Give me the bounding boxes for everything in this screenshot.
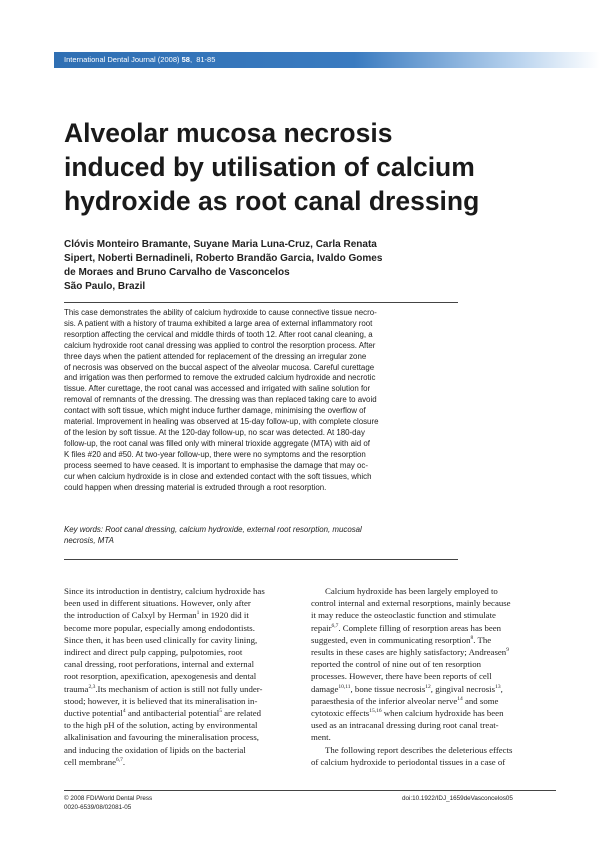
citation-superscript: 12 — [425, 683, 431, 690]
body-text: The following report describes the deleterious effects — [325, 744, 513, 755]
body-text: been used in different situations. However, only after — [64, 598, 251, 609]
body-line — [64, 646, 298, 658]
body-line — [64, 622, 298, 634]
title-line: induced by utilisation of calcium — [64, 152, 475, 182]
body-text: processes. However, there have been reports of cell — [311, 671, 492, 682]
abstract-bottom-divider — [64, 559, 458, 560]
body-text: . The — [473, 634, 492, 645]
body-text: . Complete filling of resorption areas has been — [338, 622, 502, 633]
author-list — [64, 238, 464, 294]
issn: 0020-6539/08/02081-05 — [64, 804, 132, 811]
body-text: alkalinisation and favouring the mineralisation process, — [64, 732, 259, 743]
body-line — [64, 744, 298, 756]
body-text: and some — [462, 695, 499, 706]
abstract-line: could happen when dressing material is extruded through a root resorption. — [64, 482, 327, 492]
body-text: cytotoxic effects — [311, 708, 370, 719]
author-line: Clóvis Monteiro Bramante, Suyane Maria Luna-Cruz, Carla Renata — [64, 239, 377, 250]
body-text: Since then, it has been used clinically for cavity lining, — [64, 634, 258, 645]
body-text: ment. — [311, 732, 331, 743]
body-line — [311, 622, 545, 634]
keywords-line: necrosis, MTA — [64, 535, 114, 545]
keywords — [64, 525, 458, 547]
body-text: repair — [311, 622, 332, 633]
body-line — [64, 658, 298, 670]
copyright: © 2008 FDI/World Dental Press — [64, 795, 153, 802]
body-text: when calcium hydroxide has been — [381, 708, 504, 719]
body-text: in 1920 did it — [199, 610, 249, 621]
body-text: the introduction of Calxyl by Herman — [64, 610, 197, 621]
abstract-line: tissue. After curettage, the root canal was accessed and irrigated with saline solution for — [64, 384, 371, 394]
body-line — [311, 585, 545, 597]
abstract-line: and irrigation was then performed to remove the extruded calcium hydroxide and necrotic — [64, 373, 376, 383]
abstract-line: cur when calcium hydroxide is in close and extended contact with the soft tissues, which — [64, 471, 372, 481]
abstract-line: three days when the patient attended for replacement of the dressing an irregular zone — [64, 351, 367, 361]
body-text: Since its introduction in dentistry, calcium hydroxide has — [64, 586, 265, 596]
body-text: results in these cases are highly satisfactory; Andreasen — [311, 647, 507, 658]
abstract-line: process seemed to have ceased. It is important to emphasise the damage that may oc- — [64, 460, 368, 470]
citation-superscript: 6,7 — [331, 622, 339, 629]
footer-divider — [64, 790, 556, 791]
body-line — [311, 670, 545, 682]
body-text: it may reduce the osteoclastic function and stimulate — [311, 610, 496, 621]
abstract-line: removal of remnants of the dressing. The dressing was than replaced taking care to avoid — [64, 395, 377, 405]
citation-superscript: 2,3 — [88, 683, 96, 690]
citation-superscript: 1 — [196, 610, 200, 617]
journal-citation: International Dental Journal (2008) 58, 81-85 — [64, 55, 216, 64]
footer-publisher — [64, 794, 152, 812]
body-line — [64, 719, 298, 731]
body-text: paraesthesia of the inferior alveolar nerve — [311, 695, 458, 706]
body-line — [311, 744, 545, 756]
body-line — [64, 597, 298, 609]
body-text: indirect and direct pulp capping, pulpotomies, root — [64, 647, 243, 658]
body-line — [311, 707, 545, 719]
body-line — [64, 683, 298, 695]
body-text: used as an intracanal dressing during root canal treat- — [311, 720, 499, 731]
abstract-line: This case demonstrates the ability of calcium hydroxide to cause connective tissue necro- — [64, 308, 377, 317]
body-line — [64, 756, 298, 768]
body-text: damage — [311, 683, 339, 694]
body-line — [311, 719, 545, 731]
citation-superscript: 13 — [495, 683, 501, 690]
body-text: reported the control of nine out of ten resorption — [311, 659, 482, 670]
citation-superscript: 8 — [470, 634, 474, 641]
body-text: stood; however, it is believed that its mineralisation in- — [64, 695, 258, 706]
citation-superscript: 9 — [506, 647, 509, 654]
abstract — [64, 308, 458, 493]
abstract-top-divider — [64, 302, 458, 303]
abstract-line: of the lesion by soft tissue. At the 120-day follow-up, no scar was detected. At 180-day — [64, 427, 365, 437]
body-column-right — [311, 585, 545, 768]
body-text: , gingival necrosis — [430, 683, 496, 694]
doi: doi:10.1922/IDJ_1659deVasconcelos05 — [402, 795, 513, 802]
author-location: São Paulo, Brazil — [64, 281, 146, 292]
body-line — [311, 756, 545, 768]
body-text: trauma — [64, 683, 89, 694]
citation-superscript: 6,7 — [116, 756, 123, 763]
article-title — [64, 116, 544, 218]
keywords-line: Key words: Root canal dressing, calcium hydroxide, external root resorption, mucosal — [64, 525, 362, 534]
body-line — [64, 634, 298, 646]
author-line: de Moraes and Bruno Carvalho de Vasconcelos — [64, 267, 290, 278]
body-text: suggested, even in communicating resorption — [311, 634, 471, 645]
abstract-line: follow-up, the root canal was filled only with mineral trioxide aggregate (MTA) with aid of — [64, 438, 370, 448]
body-line — [64, 731, 298, 743]
body-line — [311, 634, 545, 646]
body-text: to the high pH of the solution, acting by environmental — [64, 720, 258, 731]
body-text: , bone tissue necrosis — [350, 683, 426, 694]
body-text: are related — [221, 708, 262, 719]
body-text: canal dressing, root perforations, internal and external — [64, 659, 255, 670]
body-text: ductive potential — [64, 708, 123, 719]
body-line — [311, 646, 545, 658]
body-text: of calcium hydroxide to periodontal tissues in a case of — [311, 756, 506, 767]
body-text: control internal and external resorptions, mainly because — [311, 598, 511, 609]
body-text: , — [500, 683, 503, 694]
abstract-line: of necrosis was observed on the buccal aspect of the alveolar mucosa. Careful curettage — [64, 362, 375, 372]
body-line — [64, 695, 298, 707]
body-line — [311, 695, 545, 707]
abstract-line: calcium hydroxide root canal dressing was applied to control the resorption process. After — [64, 340, 376, 350]
body-text: become more popular, especially among endodontists. — [64, 622, 255, 633]
body-line — [64, 585, 298, 597]
body-line — [311, 731, 545, 743]
body-text: . — [122, 756, 126, 767]
citation-superscript: 4 — [122, 708, 126, 715]
abstract-line: contact with soft tissue, which might induce further damage, minimising the overflow of — [64, 406, 366, 416]
citation-superscript: 14 — [457, 695, 463, 702]
body-text: cell membrane — [64, 756, 117, 767]
citation-superscript: 10,11 — [338, 683, 351, 690]
citation-superscript: 15,16 — [369, 708, 382, 715]
abstract-line: material. Improvement in healing was observed at 15-day follow-up, with complete closure — [64, 417, 379, 427]
citation-superscript: 5 — [219, 708, 222, 715]
body-text: and inducing the oxidation of lipids on the bacterial — [64, 744, 246, 755]
body-line — [64, 670, 298, 682]
body-text: .Its mechanism of action is still not fully under- — [95, 683, 263, 694]
abstract-line: K files #20 and #50. At two-year follow-up, there were no symptoms and the resorption — [64, 449, 366, 459]
body-line — [311, 683, 545, 695]
body-text: and antibacterial potential — [125, 708, 220, 719]
body-line — [64, 707, 298, 719]
body-column-left — [64, 585, 298, 768]
abstract-line: sis. A patient with a history of trauma exhibited a large area of external inflammatory root — [64, 318, 373, 328]
abstract-line: resorption affecting the cervical and middle thirds of tooth 12. After root canal cleaning, a — [64, 329, 373, 339]
body-line — [311, 609, 545, 621]
body-text: root resorption, apexification, apexogenesis and dental — [64, 671, 257, 682]
body-text: Calcium hydroxide has been largely employed to — [325, 586, 498, 596]
title-line: hydroxide as root canal dressing — [64, 186, 480, 216]
body-line — [311, 658, 545, 670]
body-line — [311, 597, 545, 609]
body-line — [64, 609, 298, 621]
author-line: Sipert, Noberti Bernadineli, Roberto Brandão Garcia, Ivaldo Gomes — [64, 253, 383, 264]
title-line: Alveolar mucosa necrosis — [64, 118, 393, 148]
